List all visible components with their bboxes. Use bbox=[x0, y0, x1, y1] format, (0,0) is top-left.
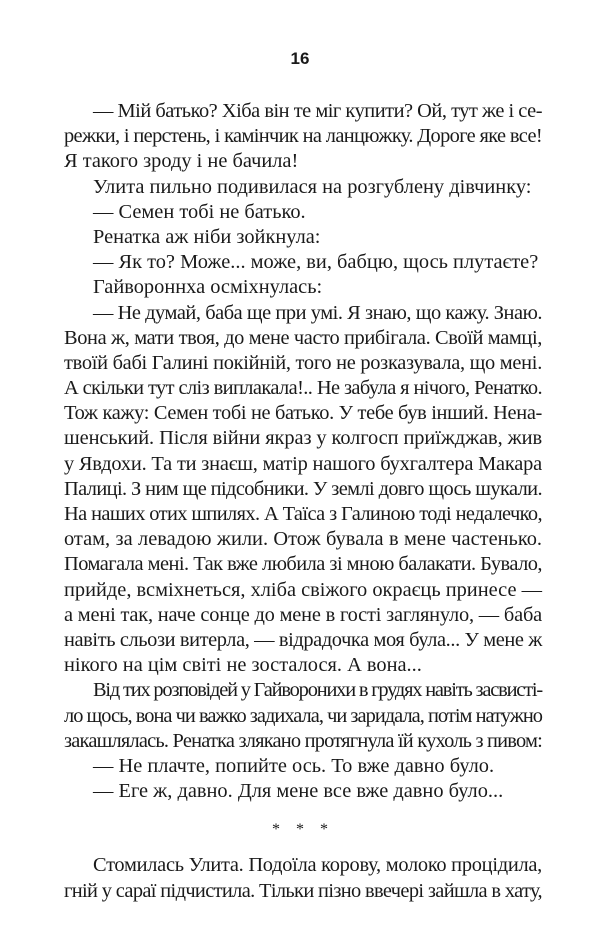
text-line: — Не плачте, попийте ось. То вже давно було. bbox=[93, 754, 495, 777]
text-line: закашлялась. Ренатка злякано протягнула їй кухоль з пивом: bbox=[64, 729, 543, 752]
text-line: гній у сараї підчистила. Тільки пізно ввечері зайшла в хату, bbox=[64, 879, 543, 902]
text-line: Стомилась Улита. Подоїла корову, молоко процідила, bbox=[93, 854, 542, 877]
text-line: режки, і перстень, і камінчик на ланцюжку. Дороге яке все! bbox=[64, 125, 543, 148]
text-line: шенський. Після війни якраз у колгосп приїжджав, жив bbox=[64, 427, 542, 450]
body-text bbox=[64, 99, 542, 904]
text-line: а мені так, наче сонце до мене в гості заглянуло, — баба bbox=[64, 603, 543, 626]
text-line: твоїй бабі Галині покійній, того не розказувала, що мені. bbox=[64, 351, 543, 374]
text-line: навіть сльози витерла, — відрадочка моя була... У мене ж bbox=[64, 628, 542, 651]
text-line: ло щось, вона чи важко задихала, чи заридала, потім натужно bbox=[64, 704, 543, 727]
text-line: нікого на цім світі не зосталося. А вона... bbox=[64, 654, 422, 677]
text-line: Палиці. З ним ще підсобники. У землі довго щось шукали. bbox=[64, 477, 542, 500]
text-line: — Як то? Може... може, ви, бабцю, щось плутаєте? bbox=[93, 251, 539, 274]
text-line: Я такого зроду і не бачила! bbox=[64, 150, 299, 173]
text-line: Тож кажу: Семен тобі не батько. У тебе був інший. Нена- bbox=[64, 402, 542, 425]
text-line: — Не думай, баба ще при умі. Я знаю, що кажу. Знаю. bbox=[93, 301, 543, 324]
text-line: — Еге ж, давно. Для мене все вже давно було... bbox=[93, 780, 504, 803]
text-line: Гайвороннха осміхнулась: bbox=[93, 276, 323, 299]
text-line: А скільки тут сліз виплакала!.. Не забула я нічого, Ренатко. bbox=[64, 377, 543, 400]
text-line: у Явдохи. Та ти знаєш, матір нашого бухгалтера Макара bbox=[64, 452, 543, 475]
text-line: прийде, всміхнеться, хліба свіжого окраєць принесе — bbox=[64, 578, 542, 601]
text-line: Вона ж, мати твоя, до мене часто прибігала. Своїй мамці, bbox=[64, 326, 542, 349]
page-number: 16 bbox=[290, 49, 310, 68]
text-line: Улита пильно подивилася на розгублену дівчинку: bbox=[93, 175, 532, 198]
text-line: Помагала мені. Так вже любила зі мною балакати. Бувало, bbox=[64, 553, 542, 576]
text-line: — Семен тобі не батько. bbox=[93, 200, 306, 223]
text-line: — Мій батько? Хіба він те міг купити? Ой, тут же і се- bbox=[93, 100, 542, 122]
text-line: Від тих розповідей у Гайворонихи в грудях навіть засвисті- bbox=[93, 679, 542, 702]
text-line: отам, за левадою жили. Отож бувала в мене частенько. bbox=[64, 528, 542, 551]
text-line: Ренатка аж ніби зойкнула: bbox=[93, 225, 321, 248]
section-separator: * * * bbox=[272, 821, 334, 839]
text-line: На наших отих шпилях. А Таїса з Галиною тоді недалечко, bbox=[64, 503, 542, 525]
